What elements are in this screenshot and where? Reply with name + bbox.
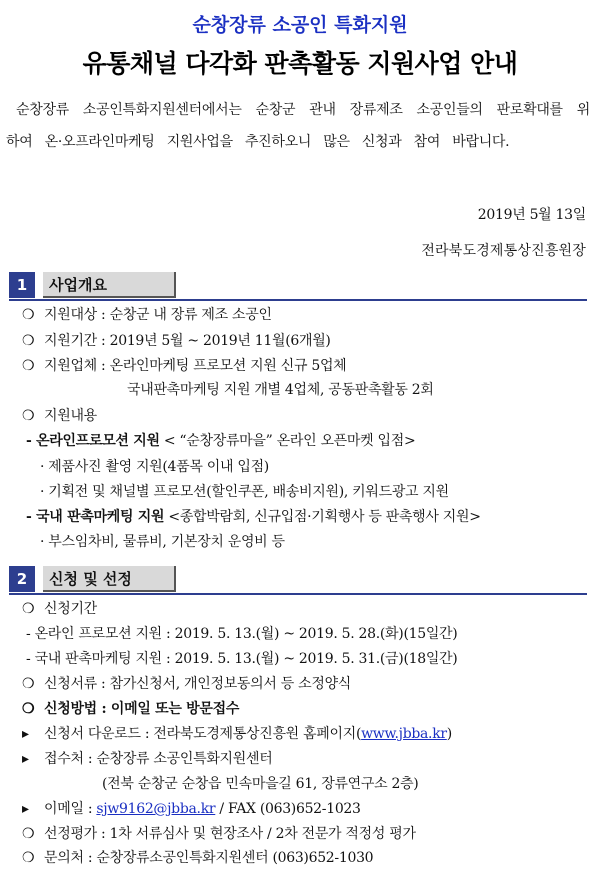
circle-bullet-icon: ❍ — [22, 601, 35, 617]
section-2-label: 신청 및 선정 — [43, 566, 176, 592]
reception-office: ▸ 접수처 : 순창장류 소공인특화지원센터 — [22, 751, 273, 767]
email-link[interactable]: sjw9162@jbba.kr — [96, 801, 216, 817]
section-2-number: 2 — [9, 566, 35, 592]
triangle-bullet-icon: ▸ — [22, 751, 29, 767]
domestic-application-period: - 국내 판촉마케팅 지원 : 2019. 5. 13.(월) ~ 2019. 5. 31.(금)(18일간) — [26, 651, 458, 667]
support-companies: ❍ 지원업체 : 온라인마케팅 프로모션 지원 신규 5업체 — [22, 358, 347, 374]
support-target: ❍ 지원대상 : 순창군 내 장류 제조 소공인 — [22, 307, 272, 323]
online-item-photo: · 제품사진 촬영 지원(4품목 이내 입점) — [40, 459, 269, 475]
selection-evaluation: ❍ 선정평가 : 1차 서류심사 및 현장조사 / 2차 전문가 적정성 평가 — [22, 826, 416, 842]
support-content: ❍ 지원내용 — [22, 408, 97, 424]
domestic-marketing-heading: - 국내 판촉마케팅 지원 <종합박람회, 신규입점·기획행사 등 판촉행사 지원> — [26, 509, 481, 525]
section-2-rule — [9, 593, 587, 595]
contact-email: ▸ 이메일 : sjw9162@jbba.kr / FAX (063)652-1023 — [22, 801, 361, 817]
online-item-promotion: · 기획전 및 채널별 프로모션(할인쿠폰, 배송비지원), 키워드광고 지원 — [40, 484, 449, 500]
triangle-bullet-icon: ▸ — [22, 726, 29, 742]
section-1-header — [9, 272, 176, 298]
online-promotion-heading: - 온라인프로모션 지원 < “순창장류마을” 온라인 오픈마켓 입점> — [26, 433, 416, 449]
document-title: 유통채널 다각화 판촉활동 지원사업 안내 — [82, 49, 518, 78]
support-period: ❍ 지원기간 : 2019년 5월 ~ 2019년 11월(6개월) — [22, 333, 331, 349]
online-application-period: - 온라인 프로모션 지원 : 2019. 5. 13.(월) ~ 2019. 5. 28.(화)(15일간) — [26, 626, 458, 642]
form-download: ▸ 신청서 다운로드 : 전라북도경제통상진흥원 홈페이지(www.jbba.kr) — [22, 726, 452, 742]
support-companies-cont: 국내판촉마케팅 지원 개별 4업체, 공동판촉활동 2회 — [127, 382, 434, 398]
document-subtitle: 순창장류 소공인 특화지원 — [192, 14, 408, 36]
triangle-bullet-icon: ▸ — [22, 801, 29, 817]
application-documents: ❍ 신청서류 : 참가신청서, 개인정보동의서 등 소정양식 — [22, 676, 352, 692]
homepage-link[interactable]: www.jbba.kr — [361, 726, 447, 742]
circle-bullet-icon: ❍ — [22, 333, 35, 349]
domestic-item-costs: · 부스임차비, 물류비, 기본장치 운영비 등 — [40, 534, 285, 550]
circle-bullet-icon: ❍ — [22, 850, 35, 866]
section-2-header — [9, 566, 176, 592]
intro-paragraph: 순창장류 소공인특화지원센터에서는 순창군 관내 장류제조 소공인들의 판로확대를 위하여 온·오프라인마케팅 지원사업을 추진하오니 많은 신청과 참여 바랍니다. — [6, 102, 590, 150]
circle-bullet-icon: ❍ — [22, 826, 35, 842]
section-1-number: 1 — [9, 272, 35, 298]
circle-bullet-icon: ❍ — [22, 408, 35, 424]
circle-bullet-icon: ❍ — [22, 307, 35, 323]
circle-bullet-icon: ❍ — [22, 701, 35, 717]
circle-bullet-icon: ❍ — [22, 676, 35, 692]
issuing-organization: 전라북도경제통상진흥원장 — [421, 243, 586, 259]
application-method: ❍ 신청방법 : 이메일 또는 방문접수 — [22, 701, 240, 717]
application-period: ❍ 신청기간 — [22, 601, 97, 617]
circle-bullet-icon: ❍ — [22, 358, 35, 374]
section-1-label: 사업개요 — [43, 272, 176, 298]
reception-address: (전북 순창군 순창읍 민속마을길 61, 장류연구소 2층) — [102, 776, 419, 792]
section-1-rule — [9, 299, 587, 301]
inquiry-contact: ❍ 문의처 : 순창장류소공인특화지원센터 (063)652-1030 — [22, 850, 374, 866]
announcement-date: 2019년 5월 13일 — [477, 207, 586, 223]
